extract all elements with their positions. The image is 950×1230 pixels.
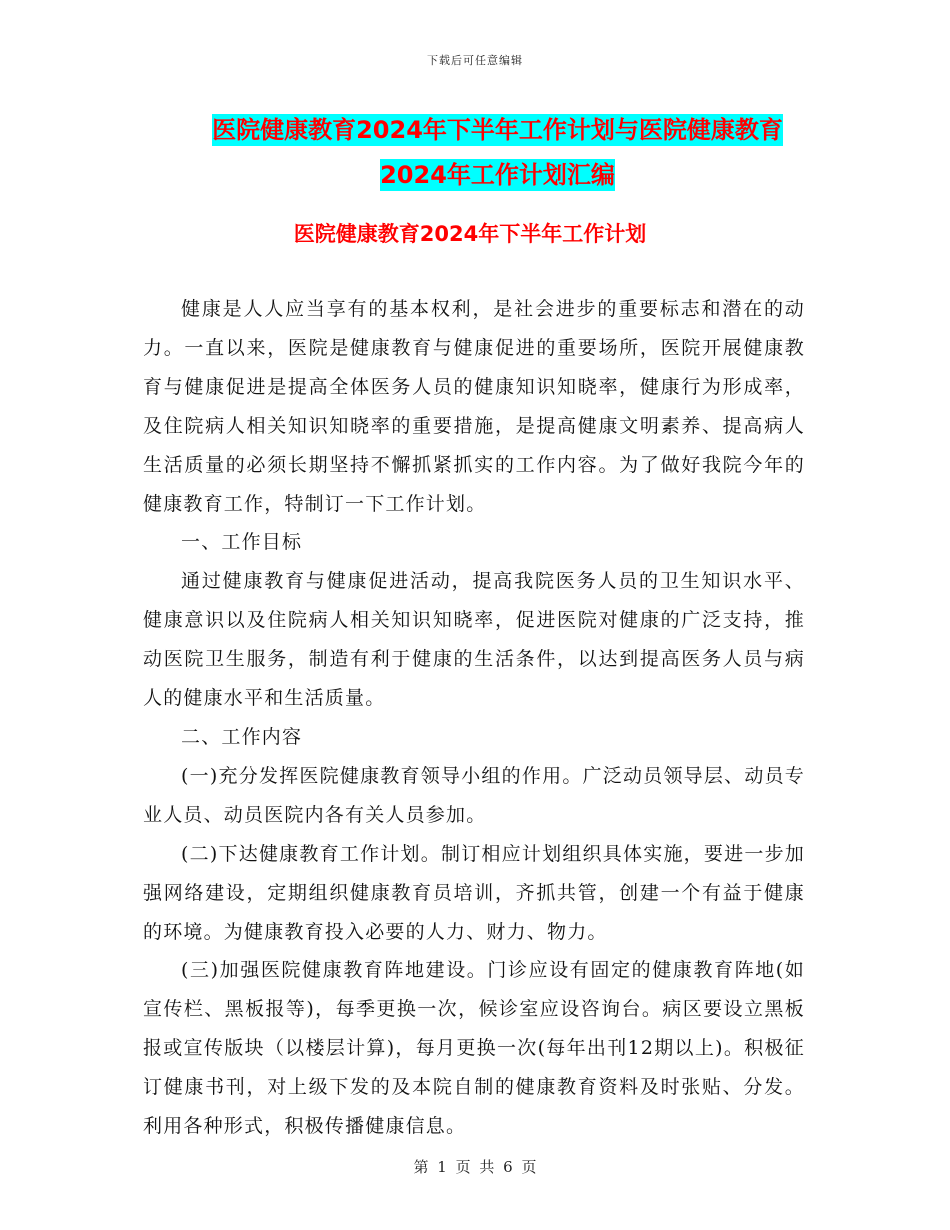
heading-work-goals: 一、工作目标 [181, 531, 303, 554]
document-title [140, 108, 855, 198]
section-title: 医院健康教育2024年下半年工作计划 [293, 222, 647, 246]
header-note: 下载后可任意编辑 [427, 54, 523, 67]
document-title-line-2: 2024年工作计划汇编 [380, 161, 615, 189]
paragraph-item-3: (三)加强医院健康教育阵地建设。门诊应设有固定的健康教育阵地(如宣传栏、黑板报等)，每季更换一次，候诊室应设咨询台。病区要设立黑板报或宣传版块（以楼层计算)，每月更换一次(每年出刊12期以上)。积极征订健康书刊，对上级下发的及本院自制的健康教育资料及时张贴、分发。利用各种形式，积极传播健康信息。 [143, 959, 805, 1138]
paragraph-work-goals: 通过健康教育与健康促进活动，提高我院医务人员的卫生知识水平、健康意识以及住院病人相关知识知晓率，促进医院对健康的广泛支持，推动医院卫生服务，制造有利于健康的生活条件，以达到提高医务人员与病人的健康水平和生活质量。 [143, 570, 805, 710]
document-title-line-1: 医院健康教育2024年下半年工作计划与医院健康教育 [212, 116, 783, 144]
paragraph-intro: 健康是人人应当享有的基本权利，是社会进步的重要标志和潜在的动力。一直以来，医院是健康教育与健康促进的重要场所，医院开展健康教育与健康促进是提高全体医务人员的健康知识知晓率，健康行为形成率，及住院病人相关知识知晓率的重要措施，是提高健康文明素养、提高病人生活质量的必须长期坚持不懈抓紧抓实的工作内容。为了做好我院今年的健康教育工作，特制订一下工作计划。 [143, 298, 805, 515]
document-body [143, 290, 805, 1146]
paragraph-item-1: (一)充分发挥医院健康教育领导小组的作用。广泛动员领导层、动员专业人员、动员医院内各有关人员参加。 [143, 764, 805, 826]
paragraph-item-2: (二)下达健康教育工作计划。制订相应计划组织具体实施，要进一步加强网络建设，定期组织健康教育员培训，齐抓共管，创建一个有益于健康的环境。为健康教育投入必要的人力、财力、物力。 [143, 842, 805, 943]
page-number-footer: 第 1 页 共 6 页 [413, 1158, 537, 1176]
heading-work-content: 二、工作内容 [181, 725, 303, 748]
